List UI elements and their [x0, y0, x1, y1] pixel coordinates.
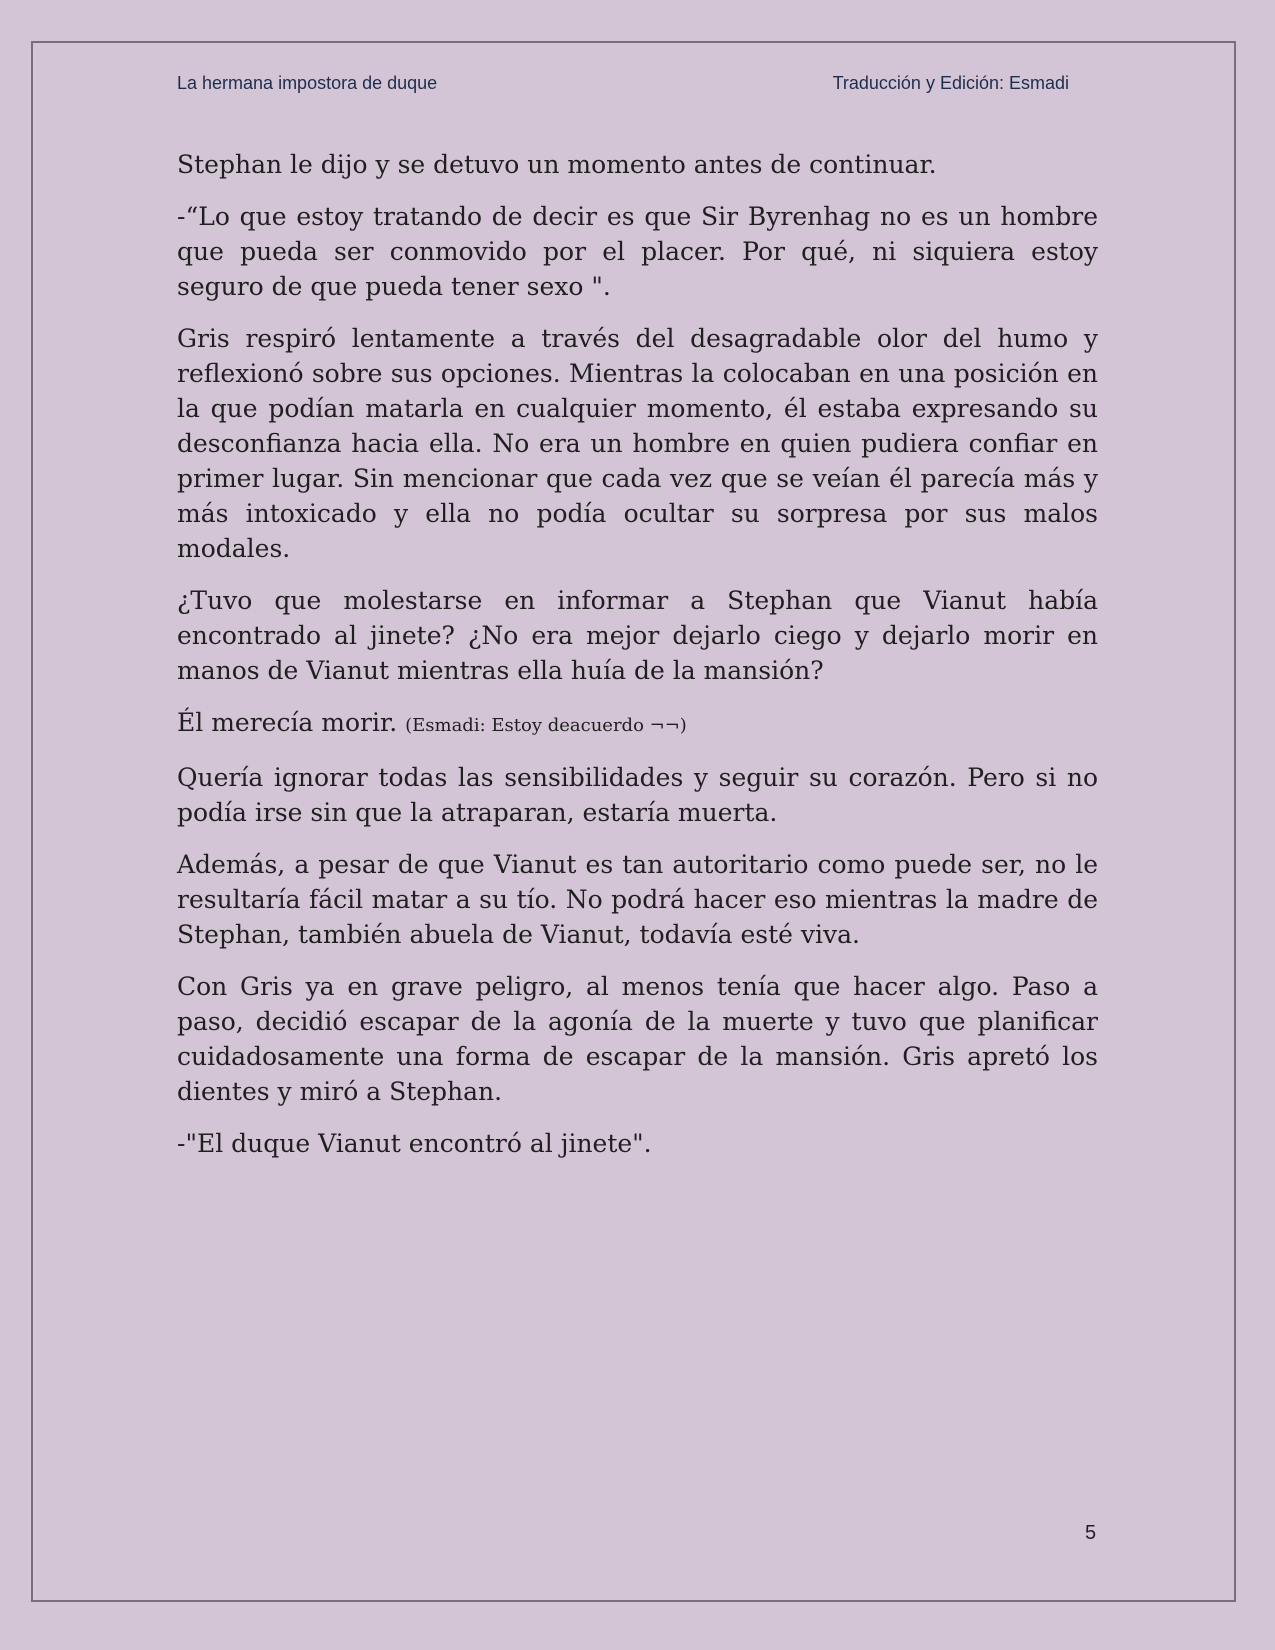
body-text [177, 147, 1098, 1178]
paragraph: Stephan le dijo y se detuvo un momento antes de continuar. [177, 150, 937, 179]
paragraph: ¿Tuvo que molestarse en informar a Stephan que Vianut había encontrado al jinete? ¿No era mejor dejarlo ciego y dejarlo morir en manos de Vianut mientras ella huía de la mansión? [177, 586, 1098, 685]
header-credits: Traducción y Edición: Esmadi [832, 73, 1069, 93]
paragraph: Quería ignorar todas las sensibilidades y seguir su corazón. Pero si no podía irse sin que la atraparan, estaría muerta. [177, 763, 1098, 827]
header-book-title: La hermana impostora de duque [177, 73, 438, 93]
paragraph: Él merecía morir. [177, 708, 398, 737]
paragraph: -"El duque Vianut encontró al jinete". [177, 1129, 652, 1158]
paragraph: Además, a pesar de que Vianut es tan autoritario como puede ser, no le resultaría fácil matar a su tío. No podrá hacer eso mientras la madre de Stephan, también abuela de Vianut, todavía esté viva. [177, 850, 1098, 949]
page-header [177, 73, 1069, 99]
page-number: 5 [1085, 1522, 1097, 1544]
paragraph: Con Gris ya en grave peligro, al menos tenía que hacer algo. Paso a paso, decidió escapar de la agonía de la muerte y tuvo que planificar cuidadosamente una forma de escapar de la mansión. Gris apretó los dientes y miró a Stephan. [177, 972, 1098, 1106]
translator-note: (Esmadi: Estoy deacuerdo ¬¬) [405, 715, 687, 736]
paragraph-with-note [177, 705, 1098, 743]
paragraph: Gris respiró lentamente a través del desagradable olor del humo y reflexionó sobre sus opciones. Mientras la colocaban en una posición en la que podían matarla en cualquier momento, él estaba expresando su desconfianza hacia ella. No era un hombre en quien pudiera confiar en primer lugar. Sin mencionar que cada vez que se veían él parecía más y más intoxicado y ella no podía ocultar su sorpresa por sus malos modales. [177, 324, 1098, 563]
paragraph: -“Lo que estoy tratando de decir es que Sir Byrenhag no es un hombre que pueda ser conmovido por el placer. Por qué, ni siquiera estoy seguro de que pueda tener sexo ". [177, 202, 1098, 301]
